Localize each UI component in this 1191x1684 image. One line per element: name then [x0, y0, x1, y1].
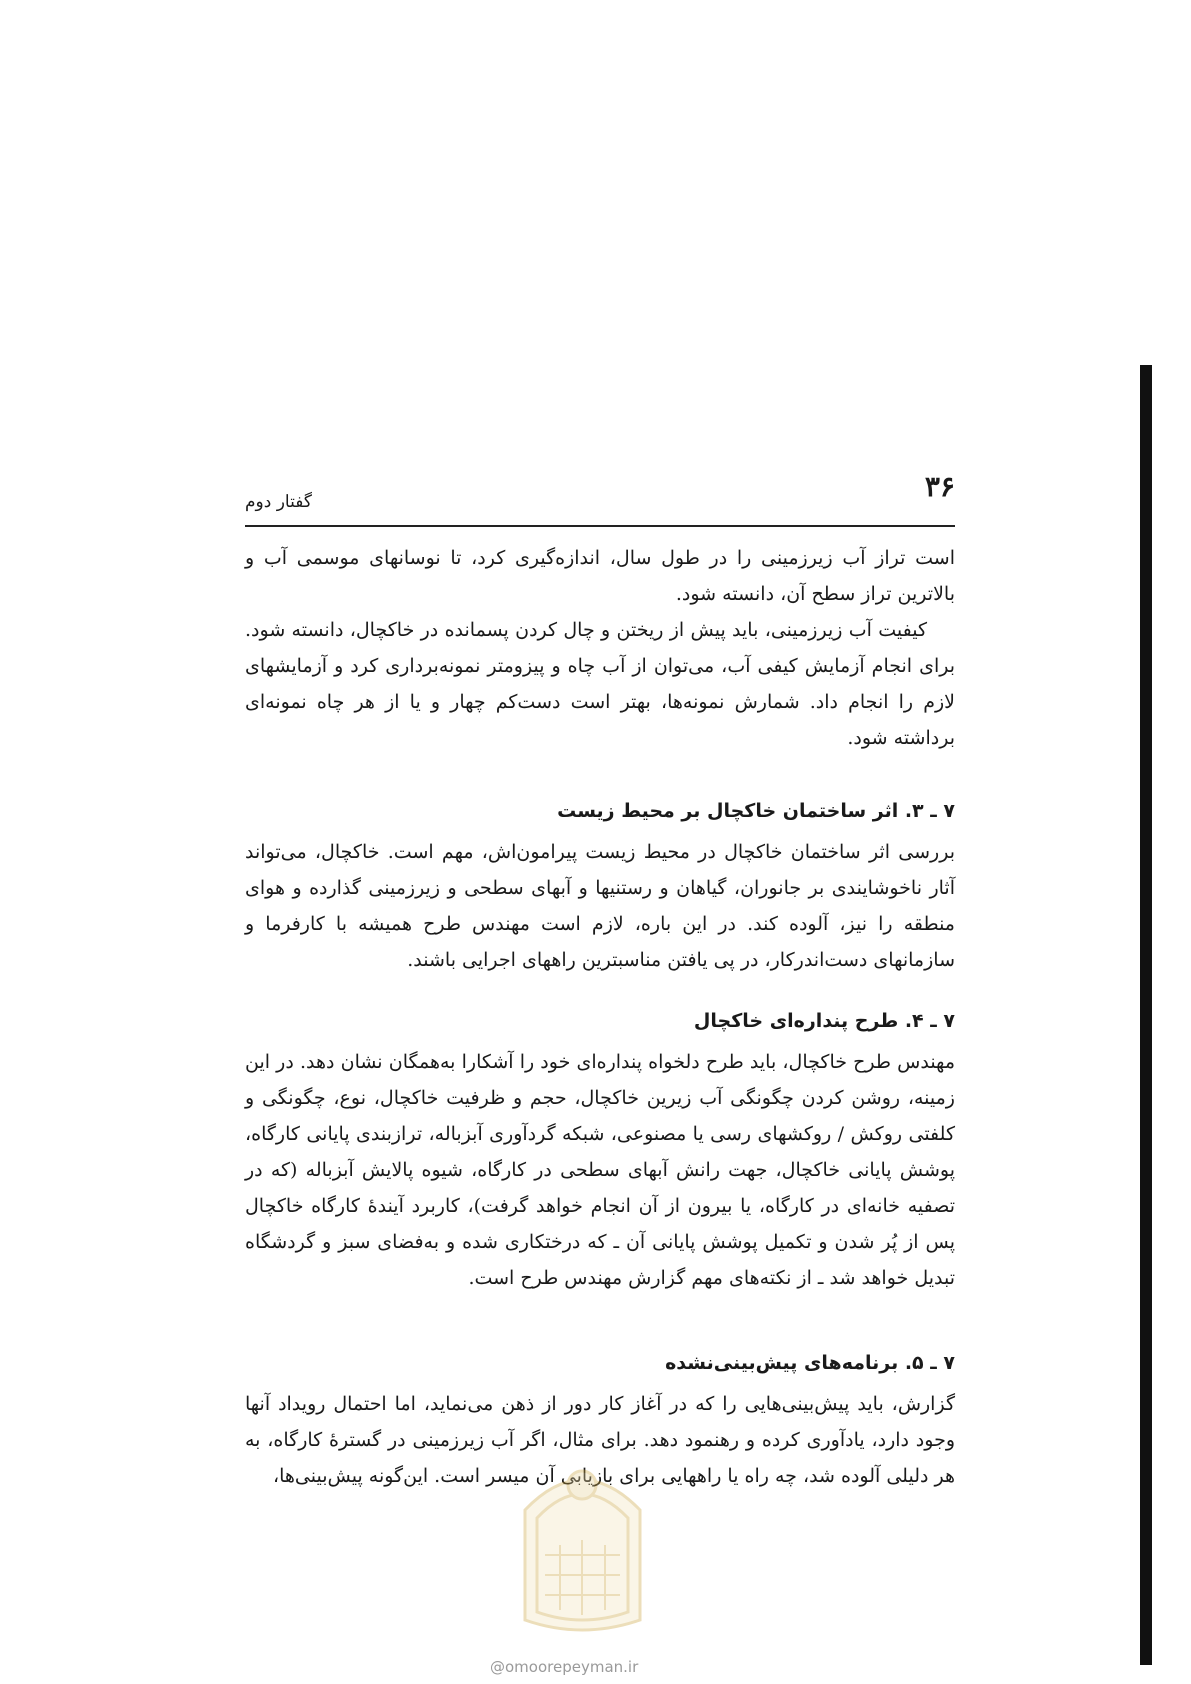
section-heading-7-3: ۷ ـ ۳. اثر ساختمان خاکچال بر محیط زیست — [557, 800, 955, 822]
site-watermark: @omoorepeyman.ir — [490, 1658, 639, 1676]
page-edge-bar — [1140, 365, 1152, 1665]
section-7-4-body — [245, 1044, 955, 1296]
paragraph: است تراز آب زیرزمینی را در طول سال، اندازه‌گیری کرد، تا نوسانهای موسمی آب و بالاترین تراز سطح آن، دانسته شود. — [245, 547, 955, 605]
paragraph: کیفیت آب زیرزمینی، باید پیش از ریختن و چال کردن پسمانده در خاکچال، دانسته شود. برای انجام آزمایش کیفی آب، می‌توان از آب چاه و پیزومتر نمونه‌برداری کرد و آزمایشهای لازم را انجام داد. شمارش نمونه‌ها، بهتر است دست‌کم چهار و یا از هر چاه نمونه‌ای برداشته شود. — [245, 619, 955, 749]
header-rule — [245, 525, 955, 527]
page-header — [245, 470, 955, 530]
section-7-3-body — [245, 834, 955, 978]
paragraph: گزارش، باید پیش‌بینی‌هایی را که در آغاز کار دور از ذهن می‌نماید، اما احتمال رویداد آنها وجود دارد، یادآوری کرده و رهنمود دهد. برای مثال، اگر آب زیرزمینی در گسترهٔ کارگاه، به هر دلیلی آلوده شد، چه راه یا راههایی برای بازیابی آن میسر است. این‌گونه پیش‌بینی‌ها، — [245, 1393, 955, 1487]
section-heading-7-4: ۷ ـ ۴. طرح پنداره‌ای خاکچال — [693, 1010, 955, 1032]
chapter-title: گفتار دوم — [245, 492, 312, 512]
section-heading-7-5: ۷ ـ ۵. برنامه‌های پیش‌بینی‌نشده — [665, 1352, 955, 1374]
page-number: ۳۶ — [924, 470, 955, 503]
paragraph: مهندس طرح خاکچال، باید طرح دلخواه پنداره‌ای خود را آشکارا به‌همگان نشان دهد. در این زمینه، روشن کردن چگونگی آب زیرین خاکچال، حجم و ظرفیت خاکچال، نوع، چگونگی و کلفتی روکش / روکشهای رسی یا مصنوعی، شبکه گردآوری آبزباله، ترازبندی پایانی کارگاه، پوشش پایانی خاکچال، جهت رانش آبهای سطحی در کارگاه، شیوه پالایش آبزباله (که در تصفیه خانه‌ای در کارگاه، یا بیرون از آن انجام خواهد گرفت)، کاربرد آیندهٔ کارگاه خاکچال پس از پُر شدن و تکمیل پوشش پایانی آن ـ که درختکاری شده و به‌فضای سبز و گردشگاه تبدیل خواهد شد ـ از نکته‌های مهم گزارش مهندس طرح است. — [245, 1051, 955, 1289]
paragraph: بررسی اثر ساختمان خاکچال در محیط زیست پیرامون‌اش، مهم است. خاکچال، می‌تواند آثار ناخوشایندی بر جانوران، گیاهان و رستنیها و آبهای سطحی و زیرزمینی گذارده و هوای منطقه را نیز، آلوده کند. در این باره، لازم است مهندس طرح همیشه با کارفرما و سازمانهای دست‌اندرکار، در پی یافتن مناسبترین راههای اجرایی باشند. — [245, 841, 955, 971]
publisher-seal-watermark — [495, 1440, 670, 1645]
section-intro — [245, 540, 955, 756]
